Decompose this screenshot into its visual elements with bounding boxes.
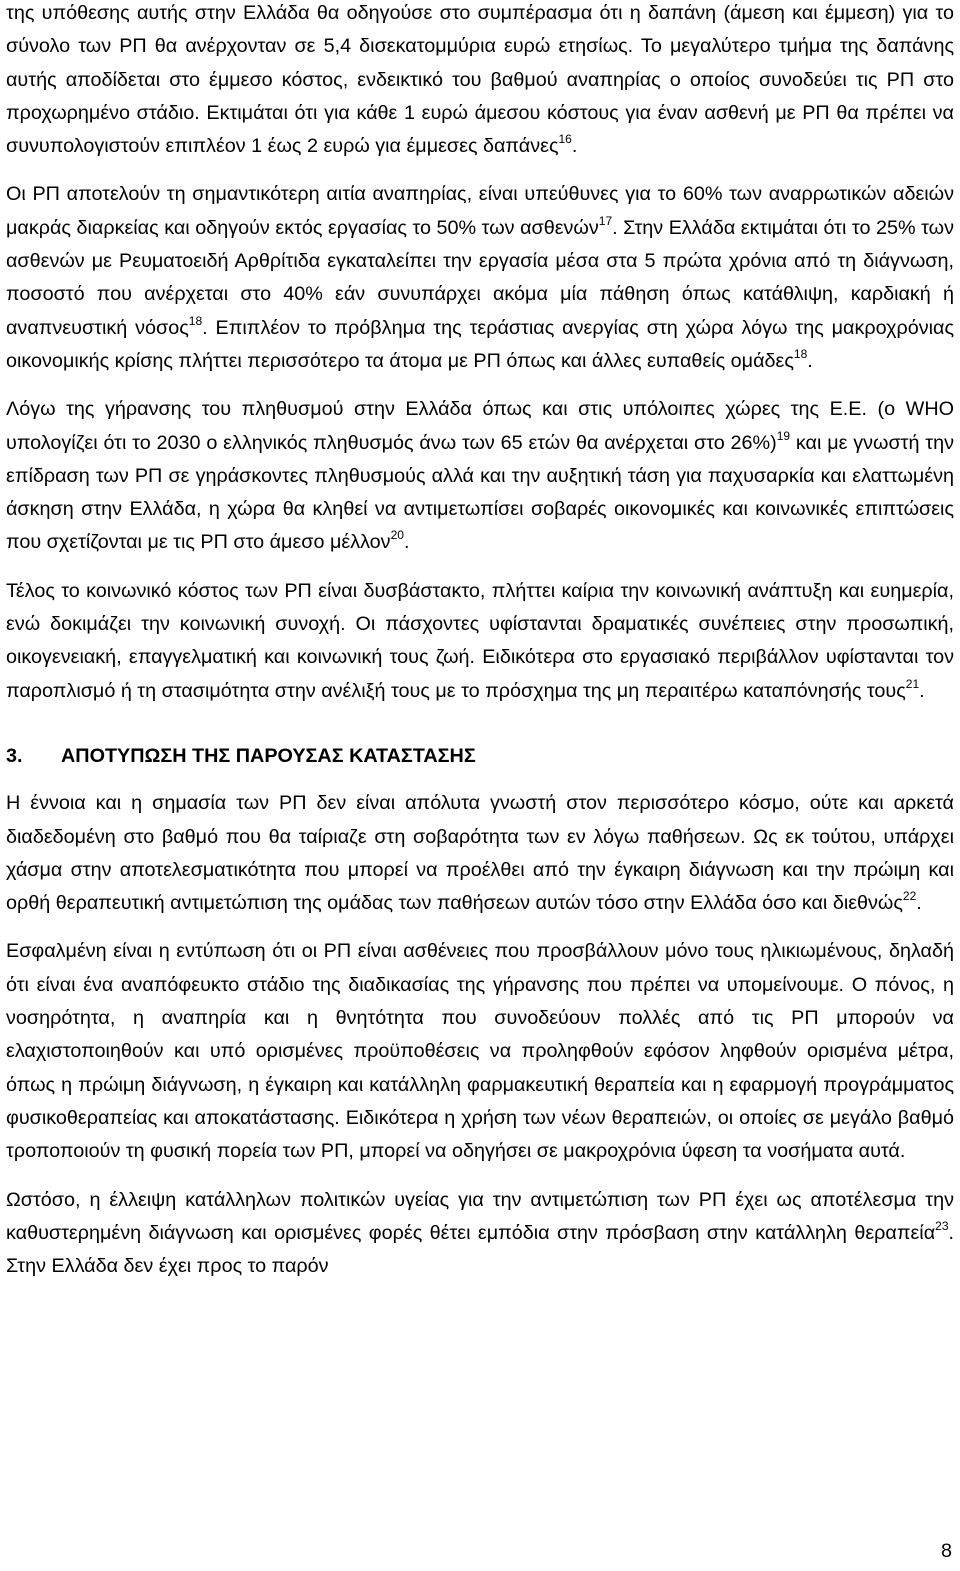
text-run: .: [919, 679, 925, 702]
paragraph: [6, 1184, 954, 1284]
footnote-reference: 19: [776, 428, 791, 443]
section-title: ΑΠΟΤΥΠΩΣΗ ΤΗΣ ΠΑΡΟΥΣΑΣ ΚΑΤΑΣΤΑΣΗΣ: [61, 744, 476, 767]
body-text-before-heading: [6, 0, 954, 708]
text-run: της υπόθεσης αυτής στην Ελλάδα θα οδηγούσε στο συμπέρασμα ότι η δαπάνη (άμεση και έμμεση) για το σύνολο των ΡΠ θα ανέρχονταν σε 5,4 δισεκατομμύρια ευρώ ετησίως. Το μεγαλύτερο τμήμα της δαπάνης αυτής αποδίδεται στο έμμεσο κόστος, ενδεικτικό του βαθμού αναπηρίας ο οποίος συνοδεύει τις ΡΠ στο προχωρημένο στάδιο. Εκτιμάται ότι για κάθε 1 ευρώ άμεσου κόστους για έναν ασθενή με ΡΠ θα πρέπει να συνυπολογιστούν επιπλέον 1 έως 2 ευρώ για έμμεσες δαπάνες: [6, 2, 954, 158]
footnote-reference: 17: [598, 213, 613, 228]
footnote-reference: 23: [935, 1218, 949, 1233]
text-run: Ωστόσο, η έλλειψη κατάλληλων πολιτικών υγείας για την αντιμετώπιση των ΡΠ έχει ως αποτέλεσμα την καθυστερημένη διάγνωση και ορισμένες φορές θέτει εμπόδια στην πρόσβαση στην κατάλληλη θεραπεία: [6, 1188, 954, 1244]
page-number: 8: [940, 1540, 952, 1562]
text-run: .: [807, 349, 813, 372]
text-run: Τέλος το κοινωνικό κόστος των ΡΠ είναι δυσβάστακτο, πλήττει καίρια την κοινωνική ανάπτυξη και ευημερία, ενώ δοκιμάζει την κοινωνική συνοχή. Οι πάσχοντες υφίστανται δραματικές συνέπειες στην προσωπική, οικογενειακή, επαγγελματική και κοινωνική τους ζωή. Ειδικότερα στο εργασιακό περιβάλλον υφίστανται τον παροπλισμό ή τη στασιμότητα στην ανέλιξή τους με το πρόσχημα της μη περαιτέρω καταπόνησής τους: [6, 579, 954, 702]
footnote-reference: 21: [905, 676, 920, 691]
paragraph: [6, 575, 954, 708]
text-run: Οι ΡΠ αποτελούν τη σημαντικότερη αιτία αναπηρίας, είναι υπεύθυνες για το 60% των αναρρωτικών αδειών μακράς διαρκείας και οδηγούν εκτός εργασίας το 50% των ασθενών: [6, 183, 954, 239]
footnote-reference: 20: [390, 528, 404, 543]
paragraph: [6, 787, 954, 920]
text-run: και με γνωστή την επίδραση των ΡΠ σε γηράσκοντες πληθυσμούς αλλά και την αυξητική τάση για παχυσαρκία και ελαττωμένη άσκηση στην Ελλάδα, η χώρα θα κληθεί να αντιμετωπίσει σοβαρές οικονομικές και κοινωνικές επιπτώσεις που σχετίζονται με τις ΡΠ στο άμεσο μέλλον: [6, 431, 955, 554]
text-run: .: [403, 531, 410, 554]
document-page: [6, 0, 954, 1298]
paragraph: [6, 393, 954, 559]
section-number: 3.: [6, 744, 23, 767]
text-run: . Στην Ελλάδα εκτιμάται ότι το 25% των ασθενών με Ρευματοειδή Αρθρίτιδα εγκαταλείπει την εργασία μέσα στα 5 πρώτα χρόνια από τη διάγνωση, ποσοστό που ανέρχεται στο 40% εάν συνυπάρχει ακόμα μία πάθηση όπως κατάθλιψη, καρδιακή ή αναπνευστική νόσος: [6, 216, 954, 339]
footnote-reference: 22: [902, 889, 917, 904]
text-run: Η έννοια και η σημασία των ΡΠ δεν είναι απόλυτα γνωστή στον περισσότερο κόσμο, ούτε και αρκετά διαδεδομένη στο βαθμό που θα ταίριαζε στη σοβαρότητα των εν λόγω παθήσεων. Ως εκ τούτου, υπάρχει χάσμα στην αποτελεσματικότητα που μπορεί να προέλθει από την έγκαιρη διάγνωση και την πρώιμη και ορθή θεραπευτική αντιμετώπιση της ομάδας των παθήσεων αυτών τόσο στην Ελλάδα όσο και διεθνώς: [6, 792, 954, 915]
footnote-reference: 18: [793, 346, 808, 361]
footnote-reference: 16: [558, 132, 572, 147]
text-run: Εσφαλμένη είναι η εντύπωση ότι οι ΡΠ είναι ασθένειες που προσβάλλουν μόνο τους ηλικιωμένους, δηλαδή ότι είναι ένα αναπόφευκτο στάδιο της διαδικασίας της γήρανσης που πρέπει να υπομείνουμε. Ο πόνος, η νοσηρότητα, η αναπηρία και η θνητότητα που συνοδεύουν πολλές από τις ΡΠ μπορούν να ελαχιστοποιηθούν και υπό ορισμένες προϋποθέσεις να προληφθούν εφόσον ληφθούν ορισμένα μέτρα, όπως η πρώιμη διάγνωση, η έγκαιρη και κατάλληλη φαρμακευτική θεραπεία και η εφαρμογή προγράμματος φυσικοθεραπείας και αποκατάστασης. Ειδικότερα η χρήση των νέων θεραπειών, οι οποίες σε μεγάλο βαθμό τροποποιούν τη φυσική πορεία των ΡΠ, μπορεί να οδηγήσει σε μακροχρόνια ύφεση τα νοσήματα αυτά.: [6, 940, 954, 1163]
section-heading: [6, 740, 954, 773]
paragraph: [6, 935, 954, 1168]
text-run: . Επιπλέον το πρόβλημα της τεράστιας ανεργίας στη χώρα λόγω της μακροχρόνιας οικονομικής κρίσης πλήττει περισσότερο τα άτομα με ΡΠ όπως και άλλες ευπαθείς ομάδες: [6, 316, 954, 372]
paragraph: [6, 0, 954, 163]
paragraph: [6, 178, 954, 378]
body-text-after-heading: [6, 787, 954, 1283]
text-run: Λόγω της γήρανσης του πληθυσμού στην Ελλάδα όπως και στις υπόλοιπες χώρες της Ε.Ε. (ο WHO υπολογίζει ότι το 2030 ο ελληνικός πληθυσμός άνω των 65 ετών θα ανέρχεται στο 26%): [6, 398, 954, 454]
text-run: .: [571, 135, 578, 158]
footnote-reference: 18: [188, 313, 203, 328]
text-run: . Στην Ελλάδα δεν έχει προς το παρόν: [6, 1221, 954, 1278]
text-run: .: [916, 892, 922, 915]
